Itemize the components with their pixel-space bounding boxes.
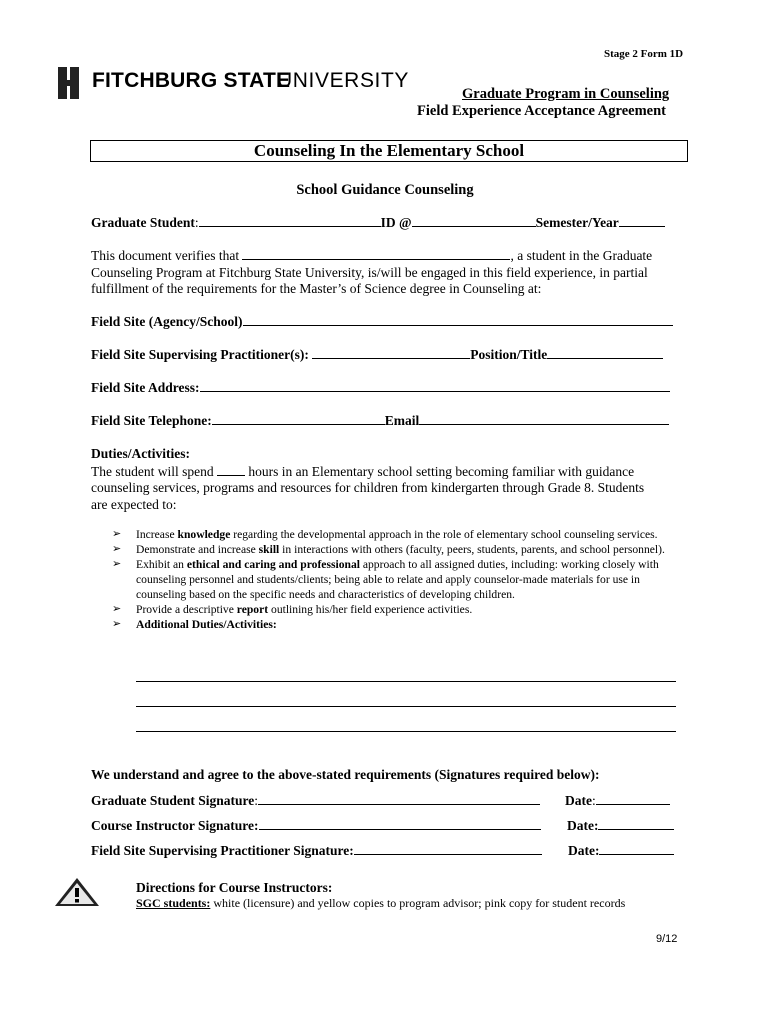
practitioner-date-field[interactable] — [599, 842, 674, 855]
practitioner-signature-label: Field Site Supervising Practitioner Signature: — [91, 843, 354, 858]
arrow-bullet-icon: ➢ — [112, 528, 122, 540]
instructor-date-field[interactable] — [598, 817, 674, 830]
address-label: Field Site Address: — [91, 380, 200, 395]
practitioner-signature-field[interactable] — [354, 842, 542, 855]
graduate-student-label: Graduate Student — [91, 215, 195, 230]
arrow-bullet-icon: ➢ — [112, 543, 122, 555]
list-item: ➢ Demonstrate and increase skill in interactions with others (faculty, peers, students, parents, and school personnel). — [112, 543, 665, 556]
directions-heading: Directions for Course Instructors: — [136, 880, 333, 895]
list-item: ➢ Increase knowledge regarding the developmental approach in the role of elementary school counseling services. — [112, 528, 658, 541]
student-date-row: Date: — [565, 792, 670, 809]
id-field[interactable] — [412, 214, 536, 227]
agreement-name: Field Experience Acceptance Agreement — [417, 103, 666, 119]
university-logo — [58, 66, 438, 102]
additional-duties-line-1[interactable] — [136, 681, 676, 682]
program-name: Graduate Program in Counseling — [462, 86, 670, 102]
list-item: ➢ Provide a descriptive report outlining his/her field experience activities. — [112, 603, 473, 616]
instructor-signature-field[interactable] — [259, 817, 541, 830]
university-logo-icon — [58, 66, 84, 100]
address-row — [91, 379, 670, 396]
list-item: ➢ Exhibit an ethical and caring and professional approach to all assigned duties, including: working closely with counseling personnel and students/clients; being able to relate and apply counselor-made materials for use in counseling based on the specific needs and characteristics of developing children. — [112, 558, 659, 601]
practitioner-date-label: Date: — [568, 843, 600, 858]
id-label: ID @ — [380, 215, 412, 230]
field-site-label: Field Site (Agency/School) — [91, 314, 243, 329]
form-id: Stage 2 Form 1D — [604, 48, 684, 60]
student-signature-label: Graduate Student Signature — [91, 793, 255, 808]
duties-heading: Duties/Activities: — [91, 446, 190, 461]
arrow-bullet-icon: ➢ — [112, 558, 122, 570]
directions-text: SGC students: white (licensure) and yellow copies to program advisor; pink copy for student records — [136, 896, 626, 910]
student-date-field[interactable] — [596, 792, 670, 805]
practitioner-signature-row — [91, 842, 542, 859]
arrow-bullet-icon: ➢ — [112, 603, 122, 615]
arrow-bullet-icon: ➢ — [112, 618, 122, 630]
address-field[interactable] — [200, 379, 670, 392]
supervising-row — [91, 346, 663, 363]
student-signature-field[interactable] — [258, 792, 540, 805]
agreement-statement: We understand and agree to the above-stated requirements (Signatures required below): — [91, 767, 600, 782]
supervising-field[interactable] — [312, 346, 470, 359]
telephone-field[interactable] — [212, 412, 385, 425]
email-field[interactable] — [419, 412, 669, 425]
semester-label: Semester/Year — [535, 215, 619, 230]
instructor-signature-row — [91, 817, 541, 834]
page-title: Counseling In the Elementary School — [253, 141, 525, 160]
student-signature-row: Graduate Student Signature: — [91, 792, 540, 809]
field-site-row — [91, 313, 673, 330]
student-row: Graduate Student: ID @ Semester/Year — [91, 214, 691, 231]
additional-duties-line-2[interactable] — [136, 706, 676, 707]
practitioner-date-row — [568, 842, 674, 859]
student-date-label: Date — [565, 793, 592, 808]
email-label: Email — [384, 413, 420, 428]
verification-paragraph: This document verifies that , a student in the Graduate Counseling Program at Fitchburg State University, is/will be engaged in this field experience, in partial fulfillment of the requirements for the Master’s of Science degree in Counseling at: — [91, 248, 653, 296]
instructor-date-row — [567, 817, 674, 834]
title-box — [90, 140, 688, 162]
instructor-date-label: Date: — [567, 818, 599, 833]
hours-field[interactable] — [217, 463, 245, 476]
student-name-field[interactable] — [242, 247, 510, 260]
warning-icon — [52, 876, 102, 908]
sgc-label: SGC students: — [136, 896, 211, 910]
university-name-bold: FITCHBURG STATE — [92, 69, 291, 92]
telephone-row — [91, 412, 669, 429]
page-subtitle: School Guidance Counseling — [296, 182, 474, 198]
telephone-label: Field Site Telephone: — [91, 413, 212, 428]
instructor-signature-label: Course Instructor Signature: — [91, 818, 259, 833]
university-name-light: UNIVERSITY — [277, 69, 410, 92]
field-site-field[interactable] — [243, 313, 673, 326]
graduate-student-field[interactable] — [199, 214, 381, 227]
duties-section: Duties/Activities: The student will spend hours in an Elementary school setting becoming familiar with guidance counseling services, programs and resources for children from kindergarten through Grade 8. Students are expected to: — [91, 446, 691, 513]
page-number: 9/12 — [656, 933, 678, 945]
semester-field[interactable] — [619, 214, 665, 227]
position-label: Position/Title — [470, 347, 548, 362]
position-field[interactable] — [547, 346, 663, 359]
additional-duties-line-3[interactable] — [136, 731, 676, 732]
list-item: ➢ Additional Duties/Activities: — [112, 618, 277, 631]
supervising-label: Field Site Supervising Practitioner(s): — [91, 347, 309, 362]
duties-list — [112, 527, 678, 632]
